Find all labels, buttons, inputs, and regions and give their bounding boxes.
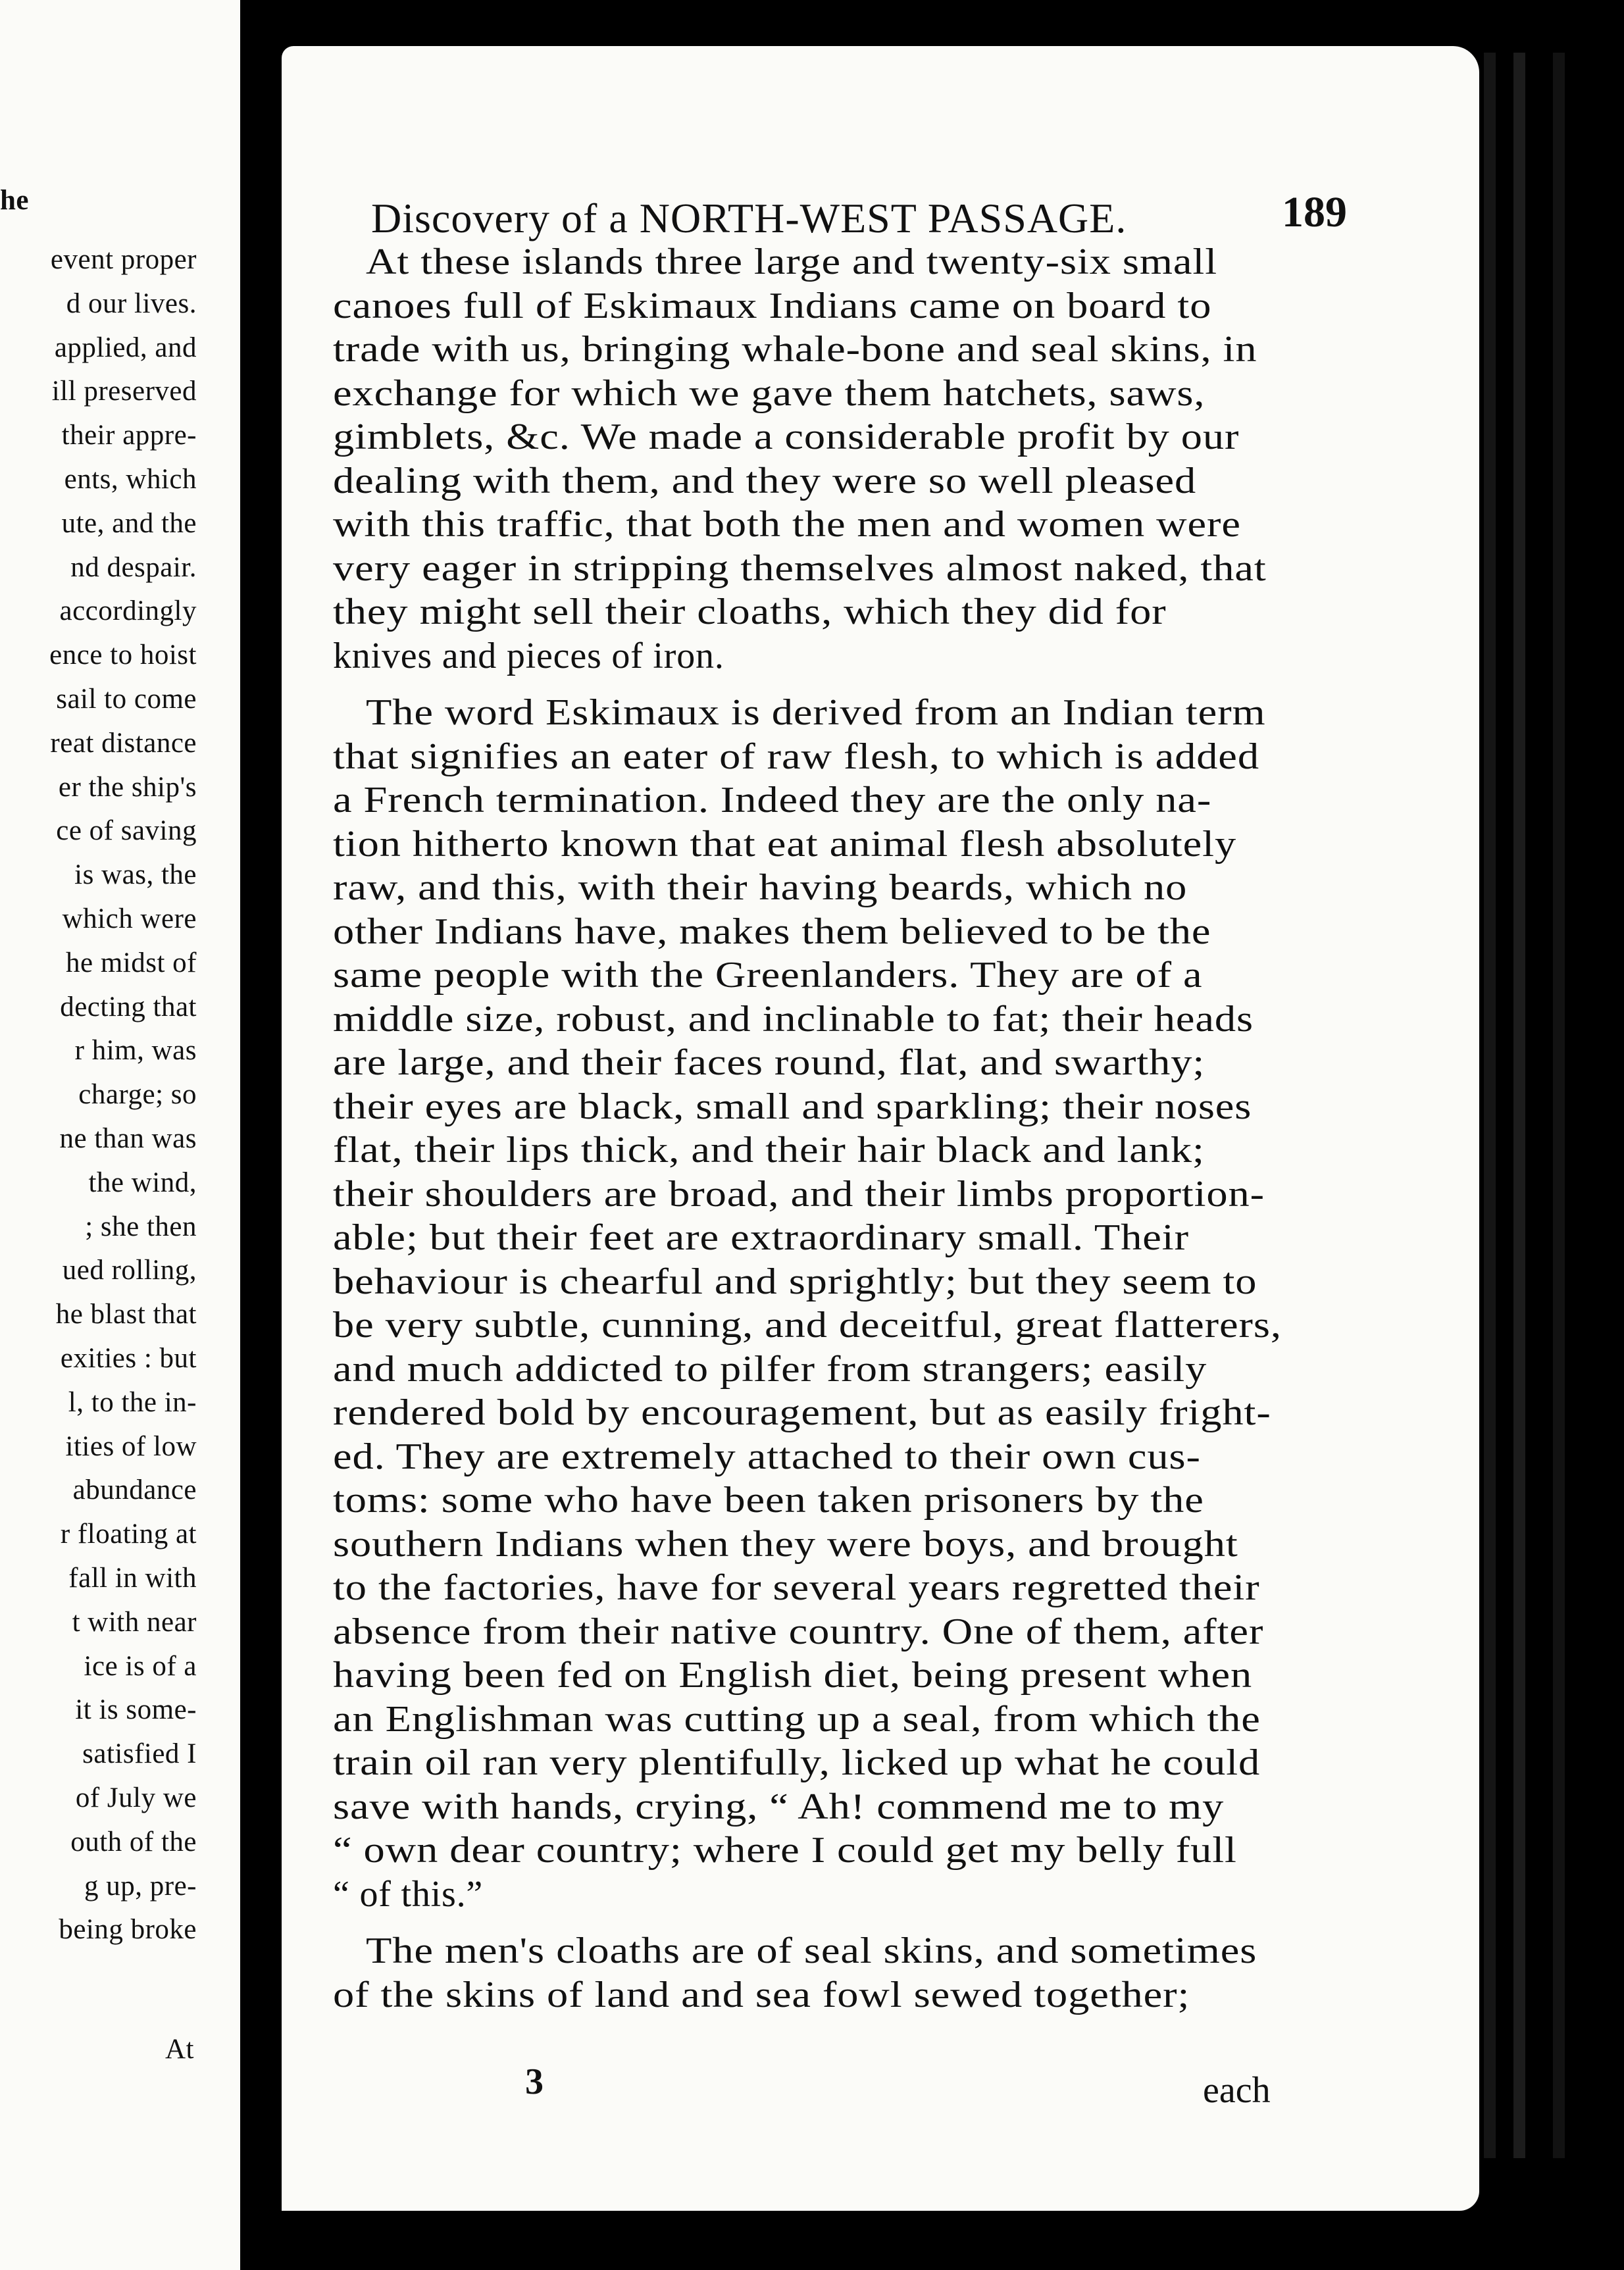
body-line: dealing with them, and they were so well pleased — [333, 460, 1197, 501]
left-page-line: sail to come — [56, 684, 197, 715]
body-line: having been fed on English diet, being present when — [333, 1655, 1253, 1696]
left-page-line: he blast that — [55, 1299, 197, 1330]
body-line: gimblets, &c. We made a considerable profit by our — [333, 416, 1240, 457]
right-page — [282, 46, 1479, 2211]
left-page-line: the wind, — [88, 1167, 197, 1198]
body-line: same people with the Greenlanders. They are of a — [333, 955, 1203, 996]
body-line: The men's cloaths are of seal skins, and sometimes — [366, 1930, 1257, 1971]
left-page-line: reat distance — [50, 727, 197, 759]
left-page-line: ce of saving — [56, 815, 197, 847]
left-page-line: event proper — [50, 244, 197, 275]
left-page-line: accordingly — [59, 595, 197, 627]
left-page-line: is was, the — [74, 859, 197, 891]
body-line: canoes full of Eskimaux Indians came on board to — [333, 285, 1212, 326]
body-line: they might sell their cloaths, which they did for — [333, 592, 1167, 632]
body-line: a French termination. Indeed they are the only na- — [333, 780, 1212, 820]
left-page-line: satisfied I — [82, 1738, 197, 1770]
body-line: rendered bold by encouragement, but as easily fright- — [333, 1392, 1271, 1433]
left-page-line: r floating at — [60, 1519, 197, 1550]
catchword: each — [1203, 2070, 1271, 2111]
body-line: The word Eskimaux is derived from an Indian term — [366, 692, 1266, 733]
body-line: southern Indians when they were boys, and brought — [333, 1523, 1238, 1565]
body-line: middle size, robust, and inclinable to fat; their heads — [333, 998, 1254, 1040]
page-edge — [1513, 53, 1525, 2158]
left-page-fragment — [0, 0, 240, 2270]
left-page-line: ute, and the — [61, 507, 197, 539]
body-line: are large, and their faces round, flat, and swarthy; — [333, 1042, 1205, 1083]
left-page-line: it is some- — [75, 1694, 197, 1726]
body-line: tion hitherto known that eat animal flesh absolutely — [333, 823, 1237, 865]
left-page-line: At — [165, 2034, 194, 2065]
book-gutter — [240, 0, 282, 2270]
body-line: other Indians have, makes them believed to be the — [333, 911, 1211, 952]
left-page-line: d our lives. — [66, 288, 197, 319]
left-page-line: he midst of — [66, 947, 197, 978]
left-page-line: outh of the — [70, 1826, 197, 1857]
body-line: save with hands, crying, “ Ah! commend me to my — [333, 1786, 1225, 1827]
body-line: of the skins of land and sea fowl sewed together; — [333, 1974, 1190, 2015]
left-page-line: decting that — [60, 991, 197, 1022]
body-line: absence from their native country. One of them, after — [333, 1611, 1264, 1652]
page-number: 189 — [1282, 188, 1347, 236]
body-line: raw, and this, with their having beards, which no — [333, 867, 1188, 908]
body-line: their eyes are black, small and sparkling; their noses — [333, 1086, 1252, 1127]
body-line: At these islands three large and twenty-six small — [366, 241, 1218, 282]
left-page-line: of July we — [75, 1782, 197, 1813]
body-line: with this traffic, that both the men and women were — [333, 504, 1241, 545]
left-page-line: applied, and — [54, 332, 197, 363]
body-line: their shoulders are broad, and their limbs proportion- — [333, 1173, 1265, 1215]
running-header: Discovery of a NORTH-WEST PASSAGE. — [371, 195, 1127, 241]
left-page-line: charge; so — [78, 1079, 197, 1111]
body-line: an Englishman was cutting up a seal, from which the — [333, 1698, 1261, 1740]
body-line: train oil ran very plentifully, licked up what he could — [333, 1742, 1261, 1783]
left-page-line: g up, pre- — [84, 1870, 197, 1902]
body-line: and much addicted to pilfer from strangers; easily — [333, 1348, 1207, 1390]
left-page-line: abundance — [72, 1475, 197, 1506]
left-page-line: ence to hoist — [49, 640, 197, 671]
body-line: exchange for which we gave them hatchets, saws, — [333, 372, 1205, 414]
left-page-line: their appre- — [61, 420, 197, 451]
left-page-line: ne than was — [59, 1123, 197, 1154]
body-line: that signifies an eater of raw flesh, to which is added — [333, 736, 1259, 777]
left-page-line: t with near — [72, 1606, 197, 1638]
left-page-line: ities of low — [65, 1430, 197, 1462]
left-page-line: nd despair. — [70, 551, 197, 583]
body-line: “ own dear country; where I could get my belly full — [333, 1830, 1237, 1871]
left-page-line: he — [0, 185, 29, 216]
body-line: “ of this.” — [333, 1873, 484, 1915]
left-page-line: fall in with — [68, 1563, 197, 1594]
left-page-line: ill preserved — [51, 376, 197, 407]
page-edge — [1553, 53, 1565, 2158]
body-line: ed. They are extremely attached to their own cus- — [333, 1436, 1201, 1477]
body-line: behaviour is chearful and sprightly; but they seem to — [333, 1261, 1257, 1302]
body-line: be very subtle, cunning, and deceitful, great flatterers, — [333, 1305, 1282, 1346]
body-line: trade with us, bringing whale-bone and seal skins, in — [333, 329, 1257, 370]
body-line: able; but their feet are extraordinary small. Their — [333, 1217, 1189, 1258]
left-page-line: l, to the in- — [68, 1386, 197, 1418]
signature-mark: 3 — [525, 2061, 544, 2102]
page-edge — [1484, 53, 1496, 2158]
body-line: knives and pieces of iron. — [333, 635, 724, 676]
body-line: very eager in stripping themselves almost naked, that — [333, 547, 1267, 589]
left-page-line: ; she then — [85, 1211, 197, 1242]
body-line: toms: some who have been taken prisoners by the — [333, 1480, 1204, 1521]
left-page-line: ice is of a — [84, 1650, 197, 1682]
left-page-line: r him, was — [74, 1035, 197, 1067]
body-line: flat, their lips thick, and their hair black and lank; — [333, 1130, 1205, 1171]
left-page-line: ents, which — [64, 464, 197, 495]
left-page-line: which were — [62, 903, 197, 934]
left-page-line: er the ship's — [58, 771, 197, 803]
left-page-line: being broke — [59, 1914, 197, 1946]
left-page-line: exities : but — [60, 1343, 197, 1374]
left-page-line: ued rolling, — [62, 1255, 197, 1286]
body-line: to the factories, have for several years regretted their — [333, 1567, 1260, 1608]
